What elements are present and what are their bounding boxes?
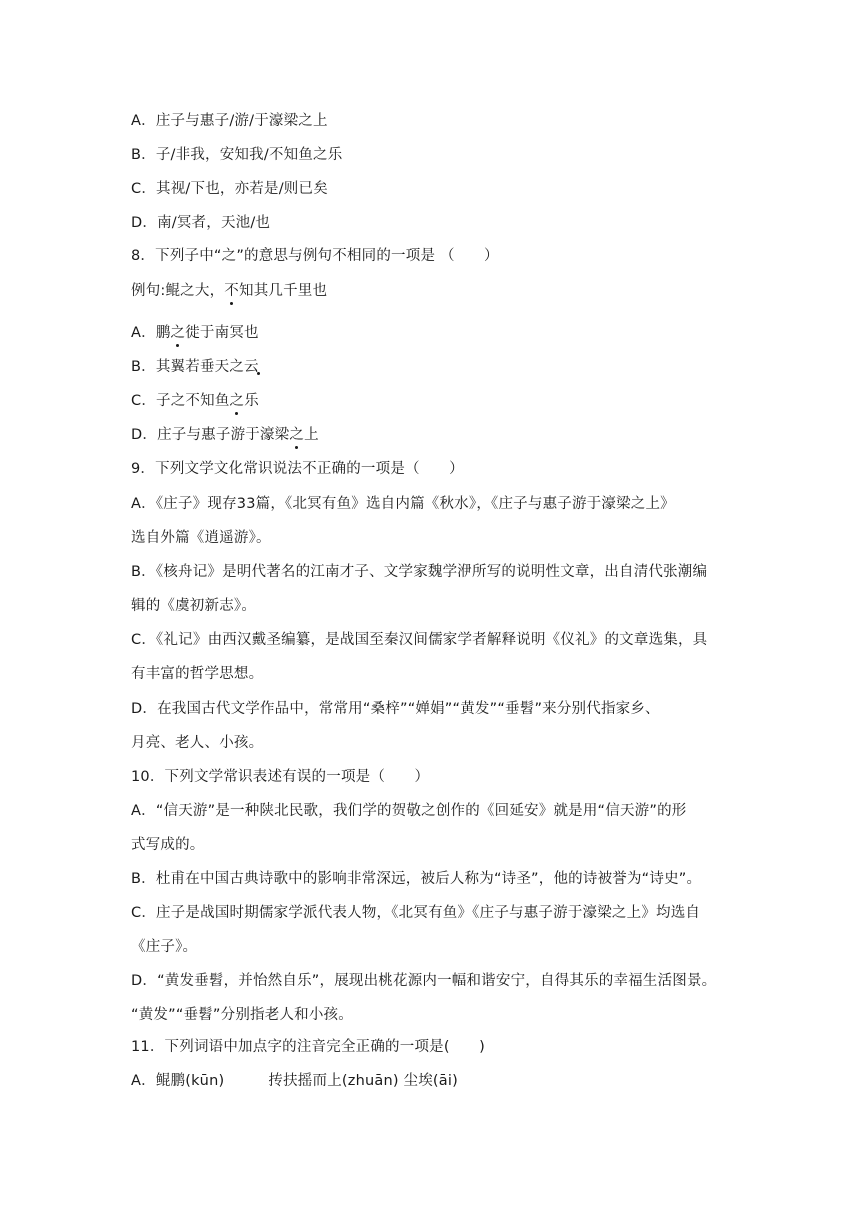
- option-d-q9-line2: 月亮、老人、小孩。: [131, 735, 264, 751]
- text-after-dot: 乐: [244, 393, 259, 409]
- option-d-q10-line2: “黄发”“垂髫”分别指老人和小孩。: [131, 1007, 353, 1023]
- option-a-q8: [131, 323, 737, 343]
- option-d-q7: D．南/冥者，天池/也: [131, 215, 271, 231]
- text-before-dot: C．子之不知鱼: [131, 393, 230, 409]
- option-d-q9-line1: D．在我国古代文学作品中，常常用“桑梓”“婵娟”“黄发”“垂髫”来分别代指家乡、: [131, 701, 660, 717]
- option-b-q9-line2: 辑的《虞初新志》。: [131, 598, 257, 614]
- option-c-q7: C．其视/下也，亦若是/则已矣: [131, 181, 328, 197]
- question-8-stem: 8．下列子中“之”的意思与例句不相同的一项是 （ ）: [131, 248, 499, 264]
- option-a-q10-line1: A．“信天游”是一种陕北民歌，我们学的贺敬之创作的《回延安》就是用“信天游”的形: [131, 803, 687, 819]
- option-c-q8: [131, 391, 737, 411]
- option-d-q8: [131, 425, 737, 445]
- question-10-stem: 10．下列文学常识表述有误的一项是（ ）: [131, 769, 430, 785]
- option-b-q10: B．杜甫在中国古典诗歌中的影响非常深远，被后人称为“诗圣”，他的诗被誉为“诗史”。: [131, 871, 702, 887]
- option-c-q9-line2: 有丰富的哲学思想。: [131, 666, 264, 682]
- text-before-dot: B．其翼若垂天之云: [131, 359, 259, 375]
- option-text: [131, 427, 319, 443]
- emphasized-char: 不: [224, 283, 239, 299]
- text-after-dot: 上: [304, 427, 319, 443]
- question-8-example: [131, 281, 737, 301]
- text-after-dot: 徙于南冥也: [185, 325, 259, 341]
- question-11-stem: 11．下列词语中加点字的注音完全正确的一项是( ): [131, 1039, 485, 1055]
- option-text: [131, 393, 259, 409]
- option-b-q7: B．子/非我，安知我/不知鱼之乐: [131, 147, 343, 163]
- question-9-stem: 9．下列文学文化常识说法不正确的一项是（ ）: [131, 461, 464, 477]
- text-before-dot: 例句:鲲之大，: [131, 283, 225, 299]
- example-text: [131, 283, 327, 299]
- text-before-dot: A．鹏: [131, 325, 171, 341]
- text-after-dot: 知其几千里也: [239, 283, 328, 299]
- option-a-q7: A．庄子与惠子/游/于濠梁之上: [131, 113, 328, 129]
- option-text: [131, 359, 259, 375]
- text-before-dot: D．庄子与惠子游于濠梁: [131, 427, 290, 443]
- emphasized-char: 之: [229, 393, 245, 409]
- option-text: [131, 325, 259, 341]
- option-a-q9-line1: A．《庄子》现存33篇，《北冥有鱼》选自内篇《秋水》，《庄子与惠子游于濠梁之上》: [131, 496, 675, 512]
- option-b-q8: [131, 357, 737, 377]
- option-a-q10-line2: 式写成的。: [131, 837, 205, 853]
- emphasized-char: 之: [170, 325, 186, 341]
- option-a-q11: A．鲲鹏(kūn) 抟扶摇而上(zhuān) 尘埃(āi): [131, 1073, 458, 1089]
- option-c-q10-line1: C．庄子是战国时期儒家学派代表人物，《北冥有鱼》《庄子与惠子游于濠梁之上》均选自: [131, 905, 701, 921]
- option-c-q9-line1: C．《礼记》由西汉戴圣编纂，是战国至秦汉间儒家学者解释说明《仪礼》的文章选集，具: [131, 632, 708, 648]
- option-b-q9-line1: B．《核舟记》是明代著名的江南才子、文学家魏学洢所写的说明性文章，出自清代张潮编: [131, 564, 708, 580]
- option-a-q9-line2: 选自外篇《逍遥游》。: [131, 530, 271, 546]
- emphasized-char: 之: [289, 427, 305, 443]
- option-d-q10-line1: D．“黄发垂髫，并怡然自乐”，展现出桃花源内一幅和谐安宁，自得其乐的幸福生活图景。: [131, 973, 717, 989]
- option-c-q10-line2: 《庄子》。: [131, 939, 198, 955]
